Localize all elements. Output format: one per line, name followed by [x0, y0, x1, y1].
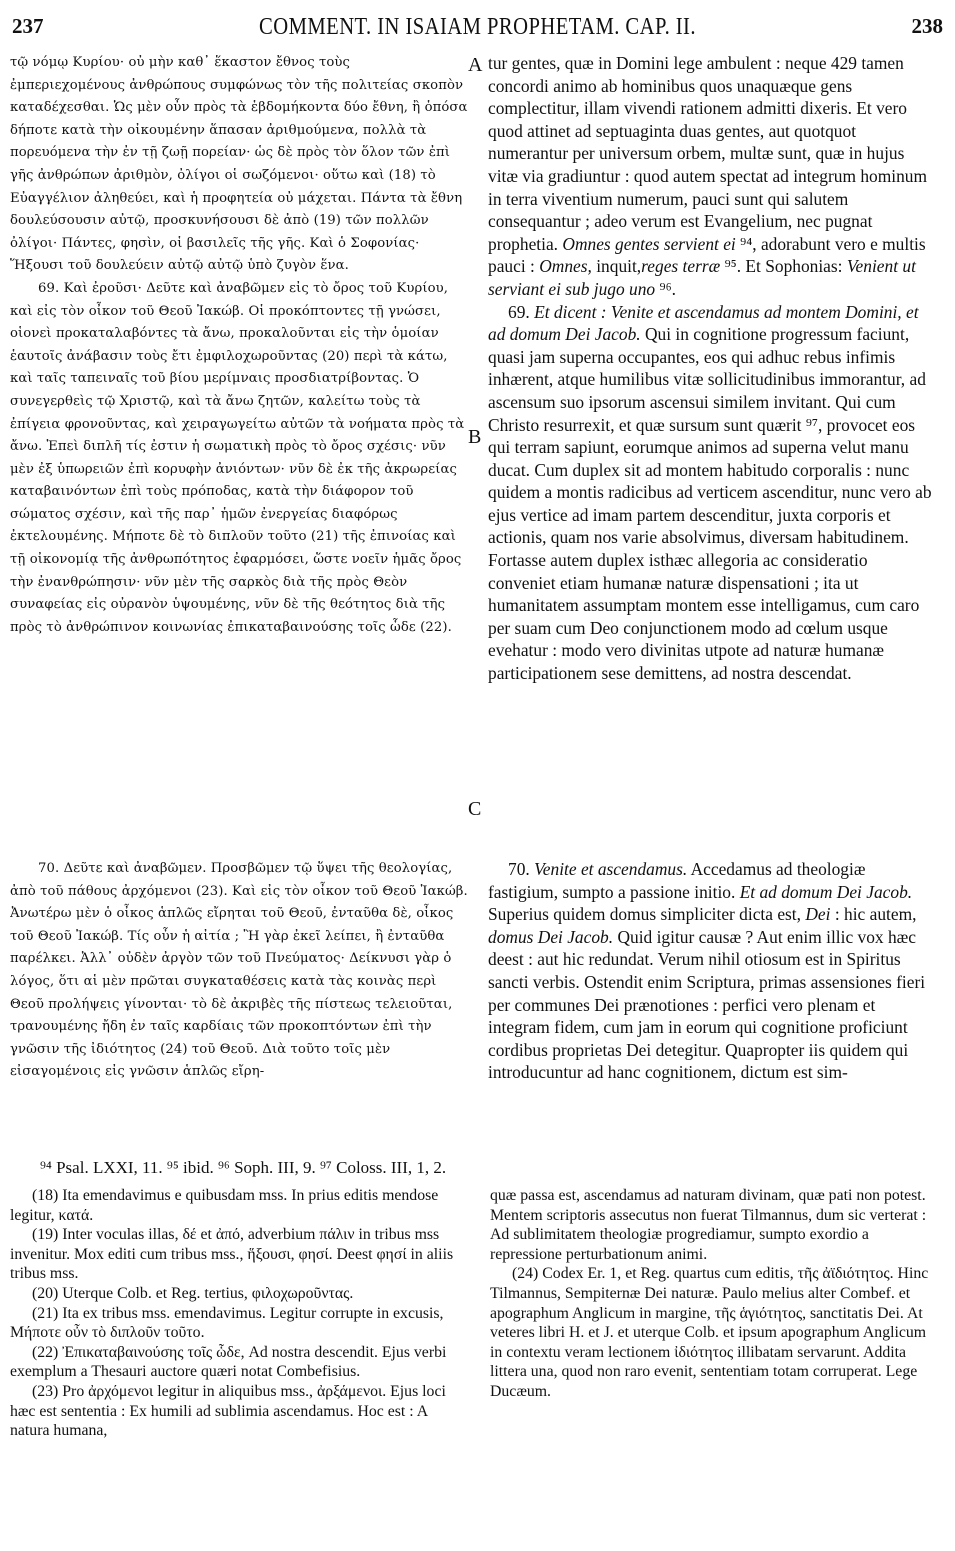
running-head: COMMENT. IN ISAIAM PROPHETAM. CAP. II. — [259, 14, 696, 40]
latin-lemma: Et dicent : Venite et ascendamus ad montem Domini, et ad domum Dei Jacob. — [488, 301, 919, 345]
latin-text: : hic autem, — [834, 904, 917, 925]
latin-text: ⁹⁶. — [659, 278, 676, 299]
latin-quote: Omnes gentes servient ei — [562, 233, 736, 254]
latin-text: ⁹⁵. Et Sophonias: — [724, 256, 843, 277]
latin-quote: domus Dei Jacob. — [488, 926, 614, 947]
section-marker-c: C — [468, 798, 482, 820]
footnote: (18) Ita emendavimus e quibusdam mss. In prius editis mendose legitur, κατά. — [10, 1187, 439, 1224]
latin-quote: reges terræ — [641, 256, 721, 277]
page-header — [10, 14, 945, 42]
latin-column-bottom — [488, 858, 938, 1158]
latin-paragraph-69 — [488, 301, 938, 685]
section-number: 70. — [508, 859, 530, 879]
section-marker-a: A — [468, 54, 483, 76]
page-number-right: 238 — [911, 14, 943, 38]
scripture-references: ⁹⁴ Psal. LXXI, 11. ⁹⁵ ibid. ⁹⁶ Soph. III, 9. ⁹⁷ Coloss. III, 1, 2. — [40, 1158, 447, 1177]
latin-paragraph-1 — [488, 52, 938, 301]
latin-text: inquit, — [596, 256, 642, 277]
latin-quote: Omnes, — [539, 256, 592, 277]
latin-text: ⁹⁴, adorabunt vero e multis pauci : — [488, 233, 926, 277]
latin-paragraph-70 — [488, 858, 938, 1084]
section-number: 69. — [508, 301, 530, 322]
latin-text: Qui in cognitione progressum faciunt, quasi jam superna occupantes, eos qui adhuc rebus infimis inhærent, atque humilibus vitæ sollicitudinibus immorantur, ad ascensum suo ipsorum ascensui similem invitant. Qui cum Christo resurrexit, et quæ sursum sunt quærit ⁹⁷, provocet eos qui terram sapiunt, eorumque animos ad superna velut manu ducat. Cum duplex sit ad montem habitudo corporalis : nunc quidem a montis radicibus ad verticem ascenditur, nunc vero ab ejus vertice ad imam partem descenditur, juxta corporis et actionis, quam nos varie absolvimus, diversam habitudinem. Fortasse autem duplex isthæc allegoria ac consideratio conveniet etiam humanæ naturæ dispensationi ; ita ut humanitatem assumptam montem esse intelligamus, cum caro per suam cum Deo conjunctionem modo ad cœlum usque evehatur : modo vero divinitas utpote ad naturæ humanæ participationem sese demittens, ad nostra descendat. — [488, 324, 932, 684]
greek-paragraph-69: 69. Καὶ ἐροῦσι· Δεῦτε καὶ ἀναβῶμεν εἰς τὸ ὄρος τοῦ Κυρίου, καὶ εἰς τὸν οἶκον τοῦ Θεοῦ Ἰακώβ. Οἱ προκόπτοντες τῇ γνώσει, οἱονεὶ προκαταλαβόντες τὰ ἄνω, προκαλοῦνται εἰς τὴν ὁμοίαν ἑαυτοῖς ἀνάβασιν τοὺς ἔτι ἐμφιλοχωροῦντας (20) περὶ τὰ κάτω, καὶ ταῖς ταπειναῖς τοῦ βίου μερίμναις προσδιατρίβοντας. Ὁ συνεγερθεὶς τῷ Χριστῷ, καὶ τὰ ἄνω ζητῶν, καλείτω τοὺς τὰ ἐπίγεια φρονοῦντας, καὶ χειραγωγείτω αὐτῶν τὰ νοήματα πρὸς τὰ ἄνω. Ἐπεὶ διπλῆ τίς ἐστιν ἡ σωματικὴ πρὸς τὸ ὄρος σχέσις· νῦν μὲν ἐξ ὑπωρειῶν ἐπὶ κορυφὴν ἀνιόντων· νῦν δὲ ἐκ τῆς ἀκρωρείας καταβαινόντων ἐπὶ τοὺς πρόποδας, κατὰ τὴν διάφορον τοῦ σώματος σχέσιν, καὶ τῆς παρ᾿ ἡμῶν ἐνεργείας διαφόρως ἐκτελουμένης. Μήποτε δὲ τὸ διπλοῦν τοῦτο (21) τῆς ἐπινοίας καὶ τῇ οἰκονομίᾳ τῆς ἀνθρωπότητος ἐφαρμόσει, ὥστε νοεῖν ἡμᾶς ὄρος τὴν ἐνανθρώπησιν· νῦν μὲν τῆς σαρκὸς διὰ τῆς πρὸς Θεὸν συναφείας εἰς οὐρανὸν ὑψουμένης, νῦν δὲ τῆς θεότητος διὰ τῆς πρὸς τὸ ἀνθρώπινον κοινωνίας ἐπικαταβαινούσης τοῖς ὧδε (22). — [10, 280, 465, 635]
latin-quote: Venient ut serviant ei sub jugo uno — [488, 256, 916, 299]
greek-column-bottom — [10, 858, 468, 1158]
latin-text: Accedamus ad theologiæ fastigium, sumpto a passione initio. — [488, 859, 866, 902]
page-number-left: 237 — [12, 14, 44, 38]
footnote: (23) Pro ἀρχόμενοι legitur in aliquibus mss., ἀρξάμενοι. Ejus loci hæc est sententia : Ex humili ad sublimia ascendamus. Hoc est : A natura humana, — [10, 1382, 446, 1440]
footnote-continuation: quæ passa est, ascendamus ad naturam divinam, quæ pati non potest. Mentem scriptoris assecutus non fuerat Tilmannus, dum sic verterat : Ad sublimitatem theologiæ progrediamur, sumpto exordio a repressione perturbationum animi. — [490, 1187, 927, 1263]
greek-paragraph-70: 70. Δεῦτε καὶ ἀναβῶμεν. Προσβῶμεν τῷ ὕψει τῆς θεολογίας, ἀπὸ τοῦ πάθους ἀρχόμενοι (23). Καὶ εἰς τὸν οἶκον τοῦ Θεοῦ Ἰακώβ. Ἀνωτέρω μὲν ὁ οἶκος ἁπλῶς εἴρηται τοῦ Θεοῦ, ἐνταῦθα δὲ, οἶκος τοῦ Θεοῦ Ἰακώβ. Τίς οὖν ἡ αἰτία ; Ἢ γὰρ ἐκεῖ λείπει, ἢ ἐνταῦθα παρέλκει. Ἀλλ᾿ οὐδὲν ἀργὸν τῶν τοῦ Πνεύματος· Δείκνυσι γὰρ ὁ λόγος, ὅτι αἱ μὲν πρῶται συγκαταθέσεις κατὰ τὰς κοινὰς περὶ Θεοῦ προλήψεις γίνονται· τὸ δὲ ἀκριβὲς τῆς πίστεως τελειοῦται, τρανουμένης ἤδη ἐν ταῖς καρδίαις τῶν προκοπτόντων ἐπὶ τὴν γνῶσιν τῆς ἰδιότητος (24) τοῦ Θεοῦ. Διὰ τοῦτο τοῖς μὲν εἰσαγομένοις εἰς γνῶσιν ἁπλῶς εἴρη- — [10, 861, 468, 1080]
latin-text: tur gentes, quæ in Domini lege ambulent : neque 429 tamen concordi animo ab hominibus quos unaquæque gens complectitur, illam vivendi rationem admitti dixeris. Et vero quod attinet ad septuaginta duas gentes, aut quotquot numerantur per universum orbem, multæ sunt, quæ in hujus vitæ via gradiuntur : quod autem spectat ad integrum hominum in terra viventium numerum, pauci sunt qui salutem consequantur ; adeo verum est Evangelium, nec pugnat prophetia. — [488, 53, 928, 254]
footnotes-right — [490, 1186, 940, 1536]
latin-column-top — [488, 52, 938, 852]
footnote: (20) Uterque Colb. et Reg. tertius, φιλοχωροῦντας. — [32, 1284, 354, 1302]
latin-text: Superius quidem domus simpliciter dicta est, — [488, 904, 801, 925]
latin-quote: Dei — [805, 904, 831, 925]
greek-column-top — [10, 52, 468, 852]
latin-lemma: Et ad domum Dei Jacob. — [739, 881, 913, 902]
footnote: (24) Codex Er. 1, et Reg. quartus cum editis, τῆς ἀϊδιότητος. Hinc Tilmannus, Sempiternæ Dei naturæ. Paulo melius alter Combef. et apographum Anglicum in margine, τῆς ἁγιότητος, sanctitatis Dei. At veteres libri H. et J. et uterque Colb. et ipsum apographum Anglicum in contextu veram lectionem ἰδιότητος illibatam servarunt. Addita littera una, quod non raro evenit, sententiam totam corruperat. Lege Ducæum. — [490, 1265, 929, 1400]
latin-lemma: Venite et ascendamus. — [534, 859, 688, 879]
footnote: (22) Ἐπικαταβαινούσης τοῖς ὧδε, Ad nostra descendit. Ejus verbi exemplum a Thesauri auctore quæri notat Combefisius. — [10, 1343, 447, 1381]
section-marker-b: B — [468, 426, 482, 448]
footnote: (21) Ita ex tribus mss. emendavimus. Legitur corrupte in excusis, Μήποτε οὖν τὸ διπλοῦν τοῦτο. — [10, 1304, 444, 1342]
greek-paragraph-1: τῷ νόμῳ Κυρίου· οὐ μὴν καθ᾿ ἕκαστον ἔθνος τοὺς ἐμπεριεχομένους ἀνθρώπους συμφώνως τὸν τῆς πολιτείας σκοπὸν καταδέχεσθαι. Ὡς μὲν οὖν πρὸς τὰ ἑβδομήκοντα δύο ἔθνη, ἢ ὁπόσα δήποτε κατὰ τὴν οἰκουμένην ἅπασαν ἀριθμούμενα, πολλὰ τὰ πορευόμενα τὴν ἐν τῇ ζωῇ πορείαν· ὡς δὲ πρὸς τὸν ὅλον τῶν ἐπὶ γῆς ἀνθρώπων ἀριθμὸν, ὀλίγοι οἱ σωζόμενοι· οὕτω καὶ (18) τὸ Εὐαγγέλιον ἀληθεύει, καὶ ἡ προφητεία οὐ μάχεται. Πάντα τὰ ἔθνη δουλεύσουσιν αὐτῷ, προσκυνήσουσι δὲ ἀπὸ (19) τῶν πολλῶν ὀλίγοι· Πάντες, φησὶν, οἱ βασιλεῖς τῆς γῆς. Καὶ ὁ Σοφονίας· Ἥξουσι τοῦ δουλεύειν αὐτῷ αὐτῷ ὑπὸ ζυγὸν ἕνα. — [10, 55, 468, 274]
footnote: (19) Inter voculas illas, δέ et ἀπό, adverbium πάλιν in tribus mss invenitur. Mox editi cum tribus mss., ἥξουσι, φησί. Deest φησί in aliis tribus mss. — [10, 1226, 454, 1283]
latin-text: Quid igitur causæ ? Aut enim illic vox hæc deest : aut hic redundat. Verum nihil otiosum est in Spiritus sancti verbis. Ostendit enim Scriptura, primas assensiones fieri per communes Dei prænotiones : perfici vero plenam et integram fidem, cum jam in eorum qui cognitione proficiunt cordibus proprietas Dei detegitur. Quapropter iis quidem qui introducuntur ad hanc cognitionem, dictum est sim- — [488, 926, 926, 1083]
footnotes-left — [10, 1186, 468, 1536]
